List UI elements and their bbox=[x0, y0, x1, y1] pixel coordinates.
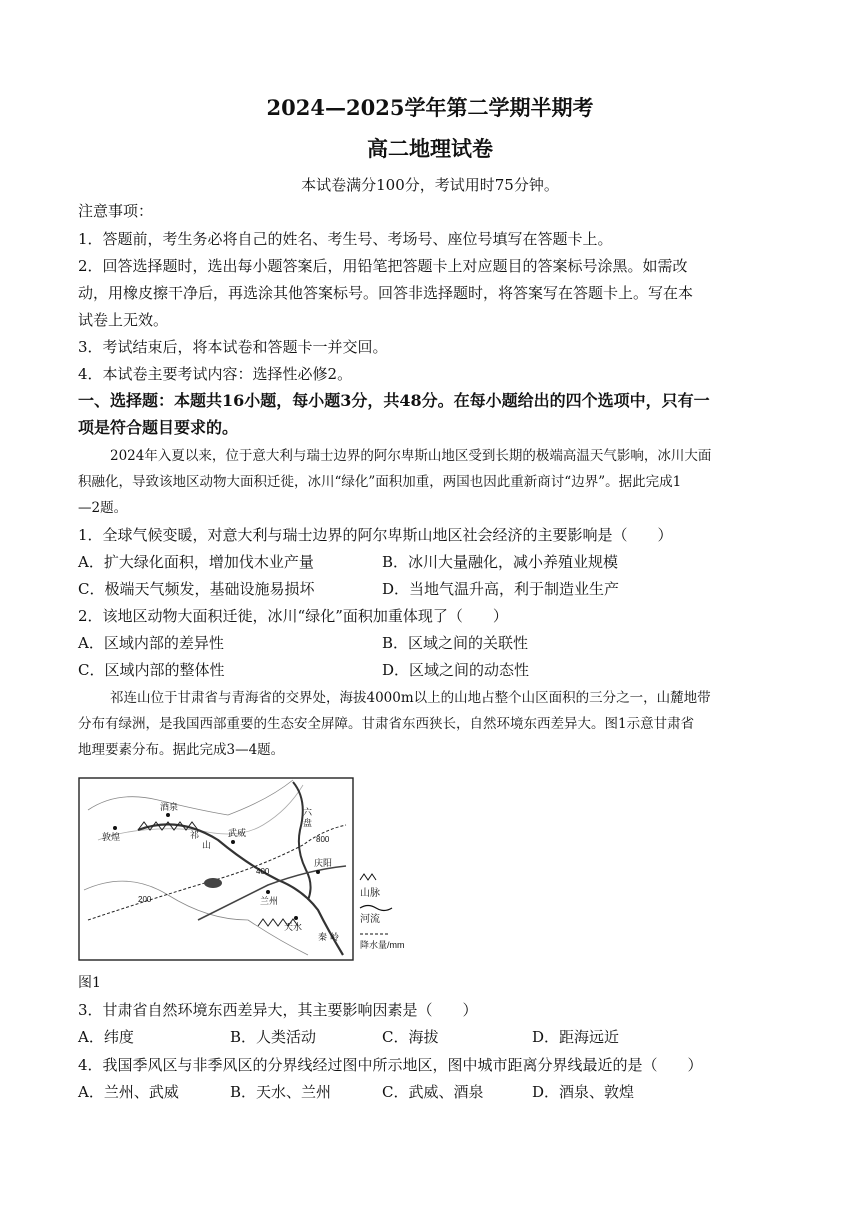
map-city-label: 天水 bbox=[284, 922, 303, 932]
passage-1-line-3: —2题。 bbox=[78, 500, 128, 516]
question-2-option-a: A．区域内部的差异性 bbox=[78, 634, 224, 652]
map-range-label: 秦 bbox=[318, 932, 328, 942]
question-4-option-c: C．武威、酒泉 bbox=[382, 1083, 484, 1101]
passage-2-line-3: 地理要素分布。据此完成3—4题。 bbox=[78, 742, 285, 758]
note-4: 4．本试卷主要考试内容：选择性必修2。 bbox=[78, 365, 353, 383]
passage-2-line-1: 祁连山位于甘肃省与青海省的交界处，海拔4000m以上的山地占整个山区面积的三分之一，山麓地带 bbox=[110, 690, 711, 706]
question-3-stem: 3．甘肃省自然环境东西差异大，其主要影响因素是（ ） bbox=[78, 1001, 478, 1019]
question-4-option-a: A．兰州、武威 bbox=[78, 1083, 179, 1101]
note-2-line-2: 动，用橡皮擦干净后，再选涂其他答案标号。回答非选择题时，将答案写在答题卡上。写在本 bbox=[78, 284, 694, 302]
question-1-stem: 1．全球气候变暖，对意大利与瑞士边界的阿尔卑斯山地区社会经济的主要影响是（ ） bbox=[78, 526, 673, 544]
map-range-label: 盘 bbox=[303, 818, 313, 828]
map-city-label: 酒泉 bbox=[160, 802, 179, 812]
contour-label: 400 bbox=[256, 867, 270, 876]
section-heading-line-1: 一、选择题：本题共16小题，每小题3分，共48分。在每小题给出的四个选项中，只有一 bbox=[78, 391, 710, 410]
question-3-option-b: B．人类活动 bbox=[230, 1028, 317, 1046]
figure-caption: 图1 bbox=[78, 975, 101, 991]
question-2-option-d: D．区域之间的动态性 bbox=[382, 661, 530, 679]
question-3-option-a: A．纬度 bbox=[78, 1028, 134, 1046]
passage-1-line-1: 2024年入夏以来，位于意大利与瑞士边界的阿尔卑斯山地区受到长期的极端高温天气影响，冰川大面 bbox=[110, 448, 712, 464]
contour-label: 200 bbox=[138, 895, 152, 904]
map-range-label: 山 bbox=[202, 840, 212, 850]
map-city-label: 敦煌 bbox=[102, 832, 121, 842]
passage-1-line-2: 积融化，导致该地区动物大面积迁徙，冰川“绿化”面积加重，两国也因此重新商讨“边界”。据此完成1 bbox=[78, 474, 682, 490]
passage-2-line-2: 分布有绿洲，是我国西部重要的生态安全屏障。甘肃省东西狭长，自然环境东西差异大。图1示意甘肃省 bbox=[78, 716, 695, 732]
lake-shape bbox=[204, 878, 222, 888]
question-1-option-c: C．极端天气频发，基础设施易损坏 bbox=[78, 580, 315, 598]
question-4-option-b: B．天水、兰州 bbox=[230, 1083, 332, 1101]
note-2-line-3: 试卷上无效。 bbox=[78, 311, 169, 329]
notes-heading: 注意事项： bbox=[78, 202, 154, 220]
map-range-label: 祁 bbox=[190, 830, 200, 840]
question-1-option-d: D．当地气温升高，利于制造业生产 bbox=[382, 580, 620, 598]
section-heading-line-2: 项是符合题目要求的。 bbox=[78, 418, 239, 437]
legend-river-label: 河流 bbox=[360, 914, 380, 925]
legend-mountain-label: 山脉 bbox=[360, 888, 380, 899]
city-dot bbox=[266, 890, 270, 894]
legend-river-symbol bbox=[360, 906, 392, 911]
question-4-stem: 4．我国季风区与非季风区的分界线经过图中所示地区，图中城市距离分界线最近的是（ ） bbox=[78, 1056, 703, 1074]
note-1: 1．答题前，考生务必将自己的姓名、考生号、考场号、座位号填写在答题卡上。 bbox=[78, 230, 613, 248]
exam-subject-title: 高二地理试卷 bbox=[367, 136, 493, 161]
question-2-option-b: B．区域之间的关联性 bbox=[382, 634, 529, 652]
question-2-option-c: C．区域内部的整体性 bbox=[78, 661, 225, 679]
city-dot bbox=[294, 916, 298, 920]
exam-info: 本试卷满分100分，考试用时75分钟。 bbox=[301, 176, 559, 194]
city-dot bbox=[231, 840, 235, 844]
question-4-option-d: D．酒泉、敦煌 bbox=[532, 1083, 635, 1101]
map-city-label: 武威 bbox=[228, 828, 247, 838]
legend-mountain-symbol bbox=[360, 874, 376, 880]
exam-title: 2024—2025学年第二学期半期考 bbox=[266, 95, 594, 120]
map-range-label: 岭 bbox=[330, 932, 340, 942]
note-2-line-1: 2．回答选择题时，选出每小题答案后，用铅笔把答题卡上对应题目的答案标号涂黑。如需改 bbox=[78, 257, 688, 275]
gansu-map bbox=[78, 770, 410, 962]
contour-label: 800 bbox=[316, 835, 330, 844]
question-1-option-a: A．扩大绿化面积，增加伐木业产量 bbox=[78, 553, 314, 571]
map-city-label: 兰州 bbox=[260, 896, 279, 906]
question-2-stem: 2．该地区动物大面积迁徙，冰川“绿化”面积加重体现了（ ） bbox=[78, 607, 508, 625]
city-dot bbox=[316, 870, 320, 874]
map-frame bbox=[79, 778, 353, 960]
legend-isoline-label: 降水量/mm bbox=[360, 940, 405, 950]
question-1-option-b: B．冰川大量融化，减小养殖业规模 bbox=[382, 553, 619, 571]
question-3-option-c: C．海拔 bbox=[382, 1028, 439, 1046]
note-3: 3．考试结束后，将本试卷和答题卡一并交回。 bbox=[78, 338, 388, 356]
question-3-option-d: D．距海远近 bbox=[532, 1028, 620, 1046]
map-range-label: 六 bbox=[303, 807, 313, 817]
city-dot bbox=[113, 826, 117, 830]
map-city-label: 庆阳 bbox=[314, 858, 333, 868]
city-dot bbox=[166, 813, 170, 817]
